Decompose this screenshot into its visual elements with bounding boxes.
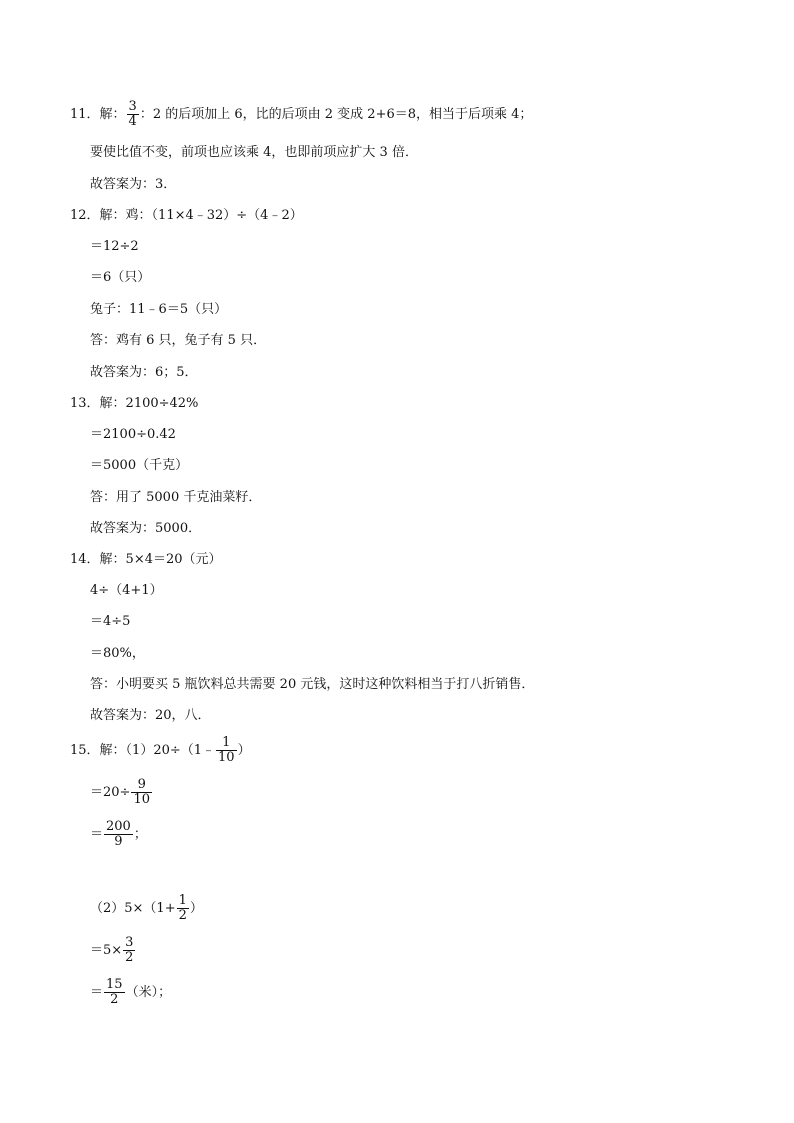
problem-15-line-1: 15．解：（1）20÷（1﹣ $\frac{1}{10}$ ） <box>70 735 251 765</box>
problem-13-line-3: ＝5000（千克） <box>90 458 189 473</box>
fraction-9-10: $\frac{9}{10}$ <box>133 777 150 807</box>
problem-15-line-2: ＝20÷ $\frac{9}{10}$ <box>90 777 150 807</box>
problem-11-line-1: 11．解： $\frac{3}{4}$ ：2 的后项加上 6，比的后项由 2 变成 2+6＝8，相当于后项乘 4； <box>70 99 533 129</box>
problem-13-line-2: ＝2100÷0.42 <box>90 427 176 442</box>
problem-13-line-1: 13．解：2100÷42% <box>70 396 199 411</box>
problem-12-line-1: 12．解：鸡：（11×4﹣32）÷（4﹣2） <box>70 208 303 223</box>
fraction-1-2: $\frac{1}{2}$ <box>178 893 187 923</box>
problem-14-line-1: 14．解：5×4＝20（元） <box>70 552 222 567</box>
problem-14-line-3: ＝4÷5 <box>90 614 131 629</box>
problem-13-answer: 故答案为：5000． <box>90 521 202 536</box>
problem-14-line-4: ＝80%， <box>90 646 145 661</box>
problem-15-line-3: ＝ $\frac{200}{9}$ ； <box>90 819 147 849</box>
problem-15-line-5: ＝5× $\frac{3}{2}$ <box>90 935 134 965</box>
problem-11-label: 11．解： <box>70 107 126 122</box>
problem-11-answer: 故答案为：3． <box>90 177 177 192</box>
problem-14-line-2: 4÷（4+1） <box>90 583 163 598</box>
problem-12-line-4: 兔子：11﹣6＝5（只） <box>90 302 228 317</box>
problem-11-line-2: 要使比值不变，前项也应该乘 4，也即前项应扩大 3 倍． <box>90 145 418 160</box>
problem-12-line-2: ＝12÷2 <box>90 239 139 254</box>
problem-12-line-5: 答：鸡有 6 只，兔子有 5 只． <box>90 333 267 348</box>
fraction-15-2: $\frac{15}{2}$ <box>106 977 123 1007</box>
problem-12-answer: 故答案为：6；5． <box>90 365 198 380</box>
problem-15-line-6: ＝ $\frac{15}{2}$ （米）； <box>90 977 172 1007</box>
problem-15-line-4: （2）5×（1+ $\frac{1}{2}$ ） <box>90 893 203 923</box>
problem-14-line-5: 答：小明要买 5 瓶饮料总共需要 20 元钱，这时这种饮料相当于打八折销售． <box>90 677 535 692</box>
fraction-3-4: $\frac{3}{4}$ <box>128 99 137 129</box>
problem-14-answer: 故答案为：20，八． <box>90 708 211 723</box>
fraction-1-10: $\frac{1}{10}$ <box>218 735 235 765</box>
fraction-3-2: $\frac{3}{2}$ <box>125 935 134 965</box>
problem-12-line-3: ＝6（只） <box>90 270 151 285</box>
problem-13-line-4: 答：用了 5000 千克油菜籽． <box>90 490 262 505</box>
fraction-200-9: $\frac{200}{9}$ <box>106 819 131 849</box>
